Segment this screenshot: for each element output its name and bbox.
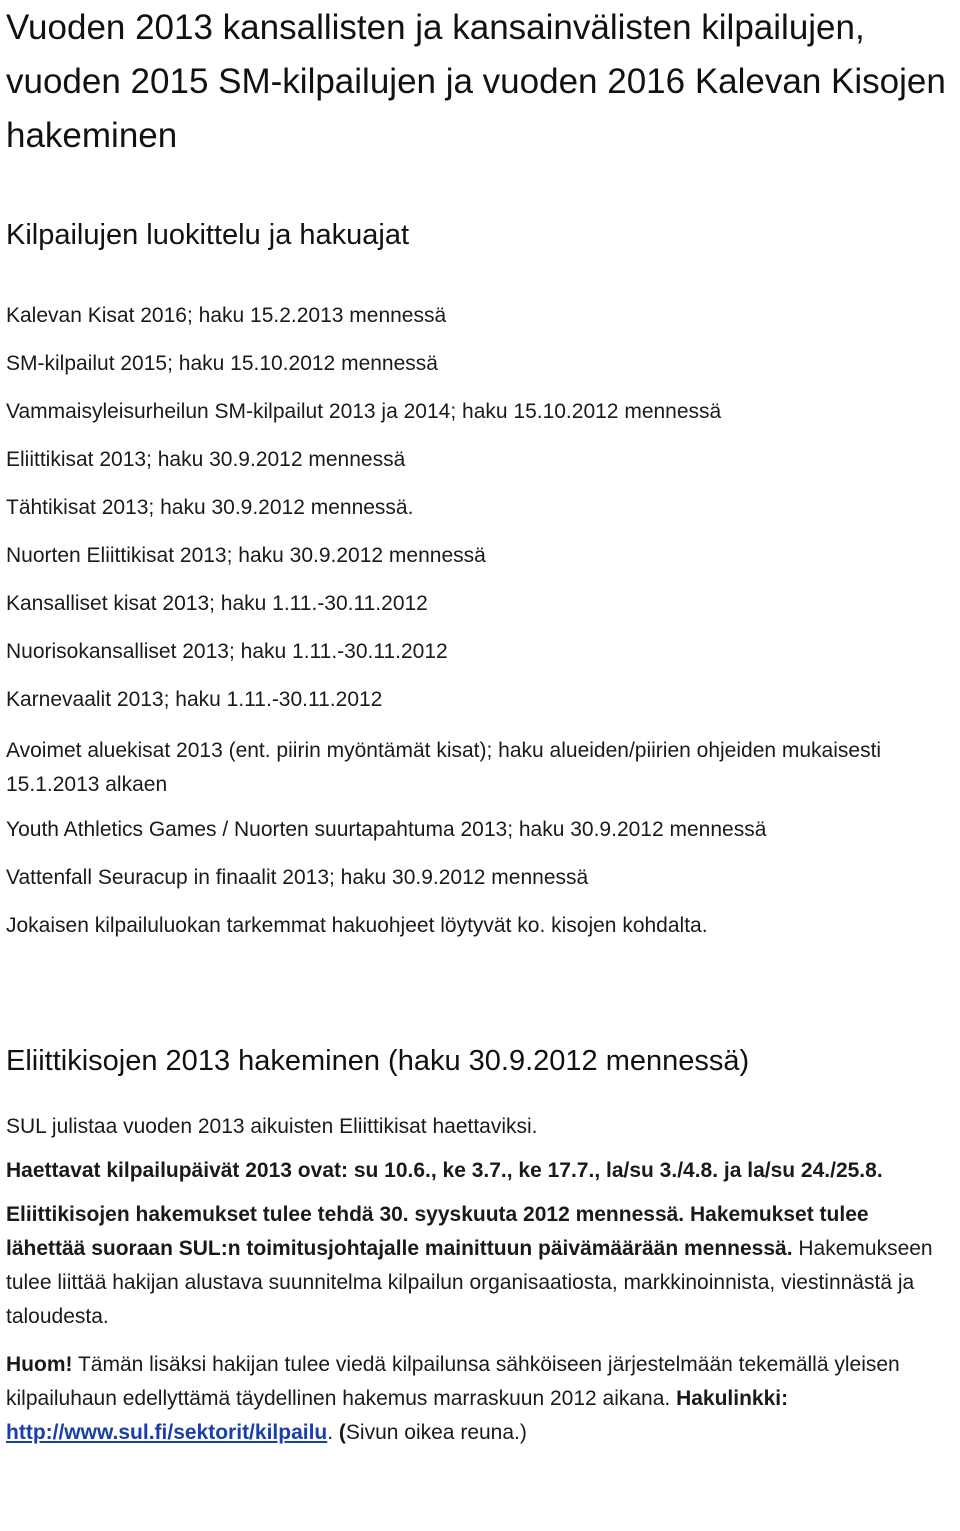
competition-name: Youth Athletics Games / Nuorten suurtapahtuma 2013 (6, 818, 508, 841)
paren-open: ( (333, 1421, 346, 1444)
competition-name: Eliittikisat 2013 (6, 448, 147, 471)
competition-deadline: ; haku 30.9.2012 mennessä (226, 544, 486, 567)
elite-huom (6, 1348, 951, 1450)
applications-requirements: Hakemukseen tulee liittää hakijan alustava suunnitelma kilpailun organisaatiosta, markkinoinnista, viestinnästä ja taloudesta. (6, 1237, 933, 1328)
competition-name: Tähtikisat 2013 (6, 496, 149, 519)
applications-deadline: Eliittikisojen hakemukset tulee tehdä 30. syyskuuta 2012 mennessä. Hakemukset tulee lähettää suoraan SUL:n toimitusjohtajalle mainittuun päivämäärään mennessä. (6, 1203, 869, 1260)
competition-name: Nuorisokansalliset 2013 (6, 640, 229, 663)
document (6, 0, 951, 1450)
elite-dates: Haettavat kilpailupäivät 2013 ovat: su 10.6., ke 3.7., ke 17.7., la/su 3./4.8. ja la/su 24./25.8. (6, 1159, 883, 1182)
competition-deadline: ; haku 1.11.-30.11.2012 (228, 640, 448, 663)
list-item (6, 590, 951, 638)
note-text: Jokaisen kilpailuluokan tarkemmat hakuohjeet löytyvät ko. kisojen kohdalta. (6, 914, 708, 937)
competition-name: Vammaisyleisurheilun SM-kilpailut 2013 ja 2014 (6, 400, 451, 423)
page-title: Vuoden 2013 kansallisten ja kansainvälisten kilpailujen, vuoden 2015 SM-kilpailujen ja vuoden 2016 Kalevan Kisojen hakeminen (6, 8, 946, 155)
list-item (6, 864, 951, 912)
link-label: Hakulinkki: (676, 1387, 789, 1410)
competition-deadline: ; haku 1.11.-30.11.2012 (163, 688, 383, 711)
list-item (6, 734, 906, 816)
list-item (6, 686, 951, 734)
list-item (6, 494, 951, 542)
section-heading-elite: Eliittikisojen 2013 hakeminen (haku 30.9.2012 mennessä) (6, 1045, 750, 1077)
link-trailing-dot: . (327, 1421, 334, 1444)
huom-text: Tämän lisäksi hakijan tulee viedä kilpailunsa sähköiseen järjestelmään tekemällä yleisen kilpailuhaun edellyttämä täydellinen hakemus marraskuun 2012 aikana. (6, 1353, 900, 1410)
elite-applications (6, 1198, 951, 1334)
competition-name: Karnevaalit 2013 (6, 688, 164, 711)
competition-name: Kansalliset kisat 2013 (6, 592, 210, 615)
competition-deadline: ; haku 15.10.2012 mennessä (450, 400, 722, 423)
competition-name: SM-kilpailut 2015 (6, 352, 168, 375)
list-item (6, 446, 951, 494)
section-heading-classification: Kilpailujen luokittelu ja hakuajat (6, 219, 410, 251)
competition-deadline: ; haku 30.9.2012 mennessä (146, 448, 406, 471)
list-item (6, 350, 951, 398)
huom-label: Huom! (6, 1353, 73, 1376)
competition-deadline: ; haku 30.9.2012 mennessä (507, 818, 767, 841)
hakulinkki-link[interactable]: http://www.sul.fi/sektorit/kilpailu (6, 1421, 328, 1444)
list-item (6, 542, 951, 590)
competition-name: Vattenfall Seuracup in finaalit 2013 (6, 866, 329, 889)
list-item (6, 398, 951, 446)
competition-deadline: ; haku 30.9.2012 mennessä. (148, 496, 414, 519)
paren-text: Sivun oikea reuna.) (345, 1421, 527, 1444)
competition-deadline: ; haku 30.9.2012 mennessä (329, 866, 589, 889)
competition-deadline: ; haku 15.2.2013 mennessä (186, 304, 447, 327)
list-item (6, 302, 951, 350)
competition-name: Kalevan Kisat 2016 (6, 304, 187, 327)
competition-deadline: ; haku 1.11.-30.11.2012 (209, 592, 428, 615)
classification-list (6, 302, 951, 940)
competition-deadline: ; haku 15.10.2012 mennessä (167, 352, 438, 375)
competition-deadline: ; haku alueiden/piirien ohjeiden mukaisesti 15.1.2013 alkaen (6, 739, 882, 796)
list-item (6, 638, 951, 686)
list-item (6, 816, 951, 864)
competition-name: Avoimet aluekisat 2013 (ent. piirin myöntämät kisat) (6, 739, 487, 762)
competition-name: Nuorten Eliittikisat 2013 (6, 544, 227, 567)
elite-intro: SUL julistaa vuoden 2013 aikuisten Eliittikisat haettaviksi. (6, 1115, 538, 1138)
